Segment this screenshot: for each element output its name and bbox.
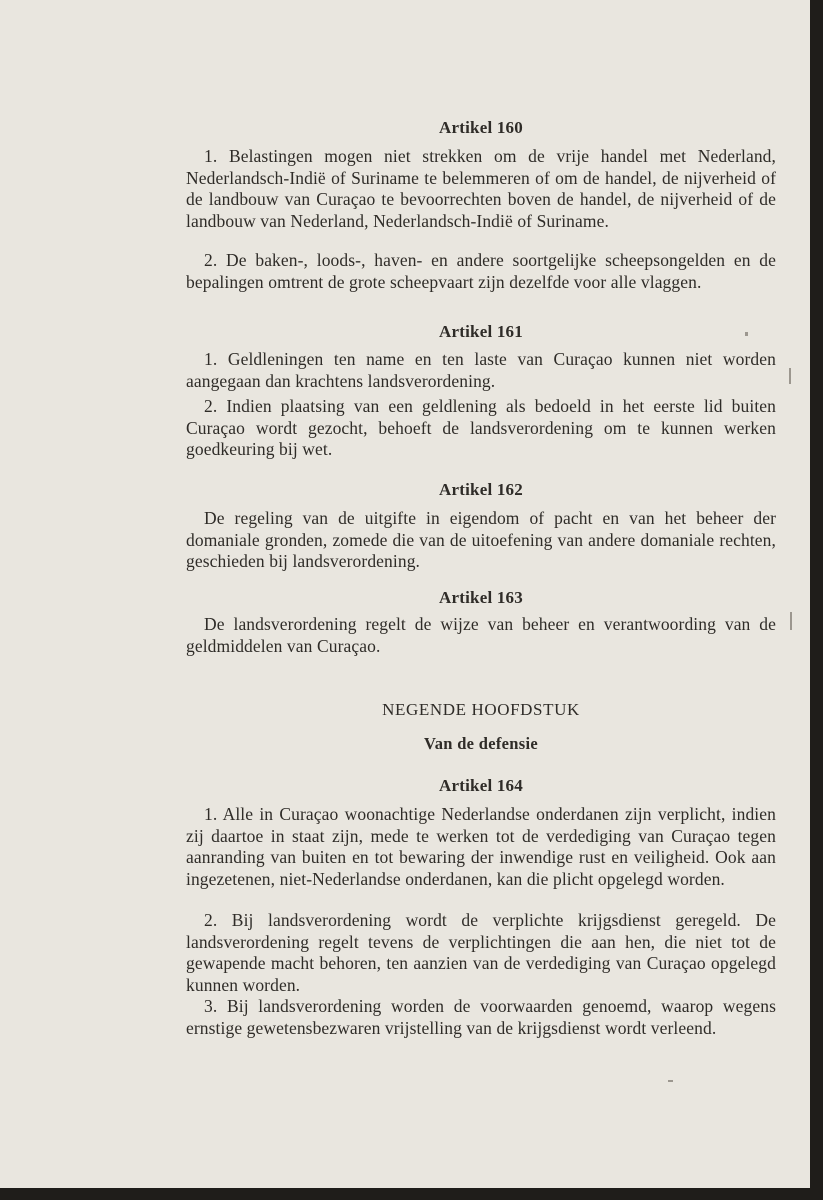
article-160-heading: Artikel 160	[439, 118, 523, 137]
ink-speck	[668, 1080, 673, 1082]
article-161-heading: Artikel 161	[439, 322, 523, 341]
article-163-heading: Artikel 163	[439, 588, 523, 607]
article-164-paragraph-1: 1. Alle in Curaçao woonachtige Nederlandse onderdanen zijn verplicht, indien zij daartoe in staat zijn, mede te werken tot de verdediging van Curaçao tegen aanranding van buiten en tot bewaring der inwendige rust en veiligheid. Ook aan ingezetenen, niet-Nederlandse onderdanen, kan die plicht opgelegd worden.	[186, 804, 776, 889]
chapter-subtitle: Van de defensie	[424, 734, 538, 753]
article-162-paragraph-1: De regeling van de uitgifte in eigendom of pacht en van het beheer der domaniale gronden, zomede die van de uitoefening van andere domaniale rechten, geschieden bij landsverordening.	[186, 508, 776, 571]
margin-mark	[789, 368, 791, 384]
article-164-heading: Artikel 164	[439, 776, 523, 795]
article-162-heading: Artikel 162	[439, 480, 523, 499]
chapter-title: NEGENDE HOOFDSTUK	[382, 700, 580, 719]
article-161-paragraph-2: 2. Indien plaatsing van een geldlening als bedoeld in het eerste lid buiten Curaçao wordt gezocht, behoeft de landsverordening om te kunnen werken goedkeuring bij wet.	[186, 396, 776, 459]
article-161-paragraph-1: 1. Geldleningen ten name en ten laste van Curaçao kunnen niet worden aangegaan dan krachtens landsverordening.	[186, 349, 776, 391]
article-163-paragraph-1: De landsverordening regelt de wijze van beheer en verantwoording van de geldmiddelen van Curaçao.	[186, 614, 776, 656]
article-164-paragraph-3: 3. Bij landsverordening worden de voorwaarden genoemd, waarop wegens ernstige gewetensbezwaren vrijstelling van de krijgsdienst wordt verleend.	[186, 996, 776, 1038]
article-160-paragraph-1: 1. Belastingen mogen niet strekken om de vrije handel met Nederland, Nederlandsch-Indië of Suriname te belemmeren of om de handel, de nijverheid of de landbouw van Curaçao te bevoorrechten boven de handel, de nijverheid of de landbouw van Nederland, Nederlandsch-Indië of Suriname.	[186, 146, 776, 231]
scan-border-right	[810, 0, 823, 1200]
scan-border-bottom	[0, 1188, 823, 1200]
article-164-paragraph-2: 2. Bij landsverordening wordt de verplichte krijgsdienst geregeld. De landsverordening regelt tevens de verplichtingen die aan hen, die niet tot de gewapende macht behoren, ten aanzien van de verdediging van Curaçao opgelegd kunnen worden.	[186, 910, 776, 995]
article-160-paragraph-2: 2. De baken-, loods-, haven- en andere soortgelijke scheepsongelden en de bepalingen omtrent de grote scheepvaart zijn dezelfde voor alle vlaggen.	[186, 250, 776, 292]
margin-mark	[790, 612, 792, 630]
ink-speck	[745, 332, 748, 336]
